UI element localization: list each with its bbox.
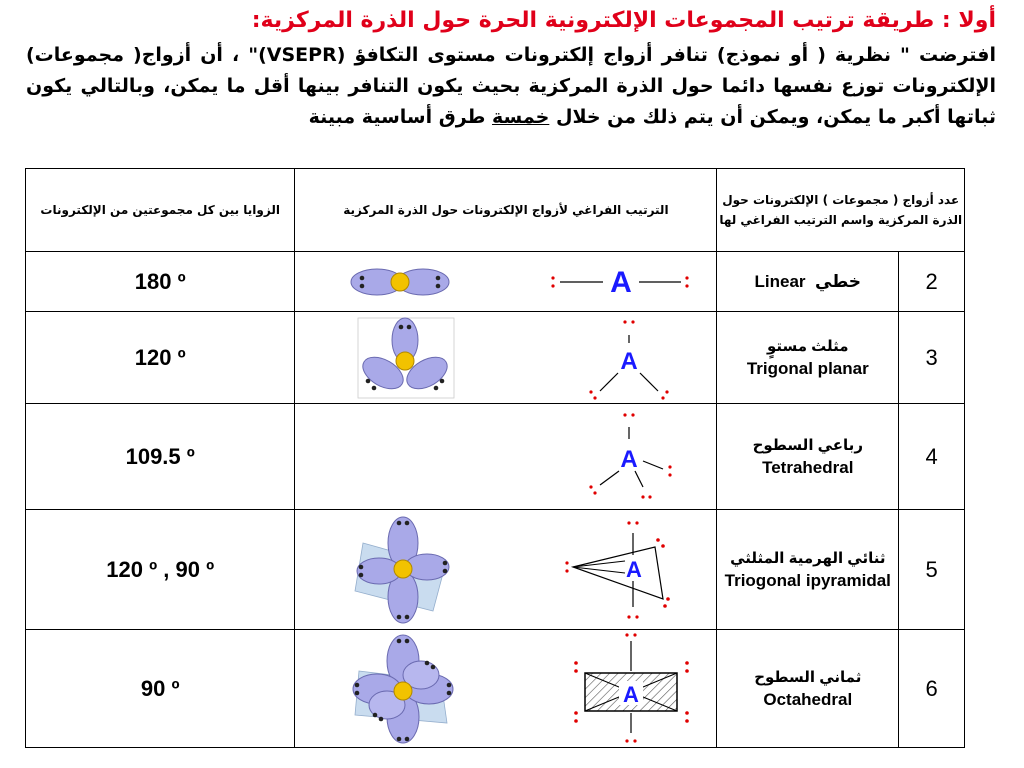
geometry-name-en: Linear bbox=[754, 271, 806, 291]
arrangement-cell bbox=[295, 510, 717, 630]
tetrahedral-lewis-diagram bbox=[590, 413, 672, 498]
linear-lewis-diagram bbox=[552, 266, 689, 299]
intro-underlined-word: خمسة bbox=[492, 106, 550, 128]
table-row bbox=[26, 312, 965, 404]
octahedral-diagram bbox=[295, 631, 716, 747]
header-count: عدد أزواج ( مجموعات ) الإلكترونات حول الذرة المركزية واسم الترتيب الفراغي لها bbox=[717, 169, 965, 252]
angle-value: 109.5 º bbox=[26, 404, 295, 510]
table-row bbox=[26, 252, 965, 312]
geometry-name-cell bbox=[717, 630, 899, 748]
center-atom-label: A bbox=[620, 445, 639, 473]
table-row bbox=[26, 510, 965, 630]
pair-count: 2 bbox=[899, 252, 965, 312]
geometry-name-en: Trigonal planar bbox=[746, 358, 869, 378]
center-atom-label: A bbox=[626, 556, 643, 582]
geometry-name-ar: ثنائي الهرمية المثلثي bbox=[730, 549, 886, 567]
vsepr-table bbox=[25, 168, 965, 748]
geometry-name-ar: مثلث مستوٍ bbox=[766, 337, 849, 355]
intro-paragraph bbox=[26, 40, 996, 133]
pair-count: 3 bbox=[899, 312, 965, 404]
geometry-name-en: Tetrahedral bbox=[762, 457, 854, 477]
center-atom-label: A bbox=[620, 347, 639, 375]
pair-count: 5 bbox=[899, 510, 965, 630]
table-row bbox=[26, 404, 965, 510]
header-angles: الزوايا بين كل مجموعتين من الإلكترونات bbox=[26, 169, 295, 252]
section-heading: أولا : طريقة ترتيب المجموعات الإلكترونية الحرة حول الذرة المركزية: bbox=[251, 8, 996, 33]
geometry-name-en: Triogonal ipyramidal bbox=[724, 570, 891, 590]
intro-text-2: طرق أساسية مبينة bbox=[308, 106, 486, 128]
octahedral-lewis-diagram bbox=[575, 633, 690, 742]
center-atom-label: A bbox=[623, 681, 640, 707]
geometry-name-en: Octahedral bbox=[763, 689, 853, 709]
angle-value: 120 º , 90 º bbox=[26, 510, 295, 630]
arrangement-cell bbox=[295, 252, 717, 312]
geometry-name-cell bbox=[717, 252, 899, 312]
arrangement-cell bbox=[295, 630, 717, 748]
geometry-name-cell bbox=[717, 510, 899, 630]
table-row bbox=[26, 630, 965, 748]
angle-value: 120 º bbox=[26, 312, 295, 404]
header-arrangement: الترتيب الفراغي لأزواج الإلكترونات حول الذرة المركزية bbox=[295, 169, 717, 252]
pair-count: 4 bbox=[899, 404, 965, 510]
geometry-name-cell bbox=[717, 312, 899, 404]
bipyramidal-orbital-model bbox=[355, 517, 449, 623]
geometry-name-ar: خطي bbox=[815, 271, 862, 291]
tetrahedral-diagram bbox=[295, 405, 716, 509]
geometry-name-ar: رباعي السطوح bbox=[752, 436, 863, 454]
geometry-name-ar: ثماني السطوح bbox=[754, 668, 862, 686]
bipyramidal-lewis-diagram bbox=[566, 521, 670, 618]
intro-text-1: افترضت " نظرية ( أو نموذج) تنافر أزواج إلكترونات مستوى التكافؤ (VSEPR)" ، أن أزواج( مجموعات) الإلكترونات توزع نفسها دائما حول الذرة المركزية بحيث يكون التنافر بينها أقل ما يمكن، وبالتالي يكون ثباتها أكبر ما يمكن، ويمكن أن يتم ذلك من خلال bbox=[26, 44, 996, 128]
arrangement-cell bbox=[295, 312, 717, 404]
trigonal-bipyramidal-diagram bbox=[295, 511, 716, 629]
angle-value: 180 º bbox=[26, 252, 295, 312]
octahedral-orbital-model bbox=[353, 635, 453, 743]
linear-orbital-model bbox=[351, 269, 449, 295]
table-header-row bbox=[26, 169, 965, 252]
trigonal-planar-diagram bbox=[295, 313, 716, 403]
angle-value: 90 º bbox=[26, 630, 295, 748]
trigonal-lewis-diagram bbox=[590, 320, 669, 399]
pair-count: 6 bbox=[899, 630, 965, 748]
center-atom-label: A bbox=[610, 265, 633, 299]
trigonal-orbital-model bbox=[358, 318, 455, 398]
linear-diagram bbox=[295, 253, 716, 311]
arrangement-cell bbox=[295, 404, 717, 510]
geometry-name-cell bbox=[717, 404, 899, 510]
